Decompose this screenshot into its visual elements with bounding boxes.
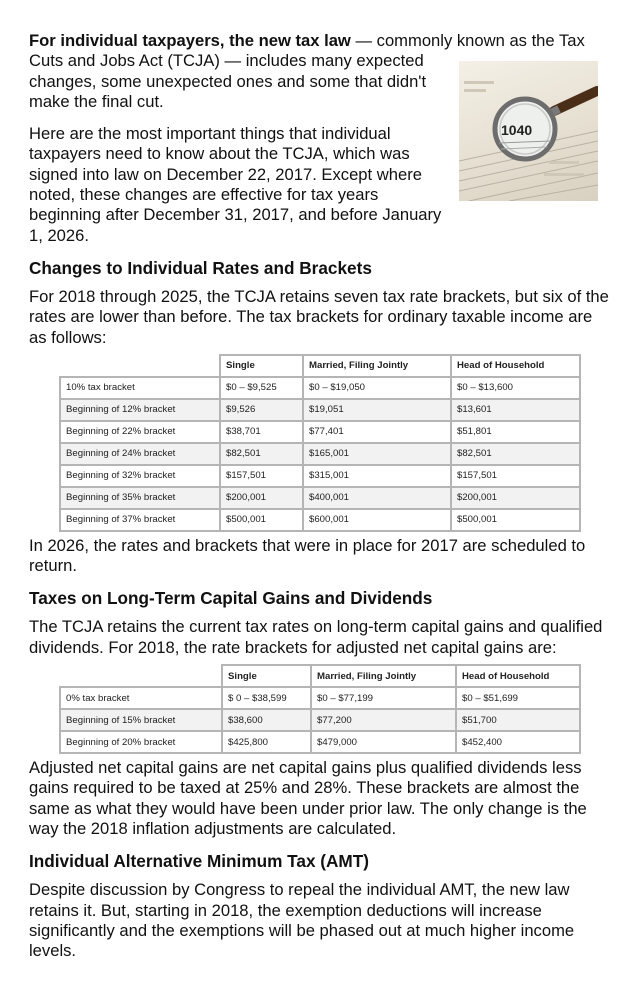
table-cell: Beginning of 12% bracket — [60, 399, 220, 421]
table-row — [60, 465, 580, 487]
table-header-cell: Head of Household — [451, 355, 580, 377]
form-number-text: 1040 — [501, 122, 533, 138]
table-cell: $38,701 — [220, 421, 303, 443]
table-header-cell: Head of Household — [456, 665, 580, 687]
table-cell: $452,400 — [456, 731, 580, 753]
intro-section — [29, 31, 609, 246]
table-cell: Beginning of 15% bracket — [60, 709, 222, 731]
amt-paragraph-1: Despite discussion by Congress to repeal the individual AMT, the new law retains it. But, starting in 2018, the exemption deductions will increase significantly and the exemptions will be phased out at much higher income levels. — [29, 880, 575, 961]
table-header-cell: Married, Filing Jointly — [303, 355, 451, 377]
rates-paragraph-1: For 2018 through 2025, the TCJA retains seven tax rate brackets, but six of the rates are lower than before. The tax brackets for ordinary taxable income are as follows: — [29, 286, 609, 347]
table-cell: $157,501 — [451, 465, 580, 487]
intro-paragraph-2: Here are the most important things that individual taxpayers need to know about the TCJA, which was signed into law on December 22, 2017. Except where noted, these changes are effective for tax years beginning after December 31, 2017, and before January 1, 2026. — [29, 124, 442, 245]
table-cell: $157,501 — [220, 465, 303, 487]
table-cell: Beginning of 24% bracket — [60, 443, 220, 465]
table-cell: 10% tax bracket — [60, 377, 220, 399]
table-row — [60, 687, 580, 709]
table-cell: $200,001 — [220, 487, 303, 509]
magnifier-icon — [459, 61, 598, 201]
table-row — [60, 443, 580, 465]
table-cell: Beginning of 22% bracket — [60, 421, 220, 443]
intro-rest: Cuts and Jobs Act (TCJA) — includes many expected changes, some unexpected ones and some that didn't make the final cut. — [29, 51, 427, 111]
table-cell: $400,001 — [303, 487, 451, 509]
table-cell: $0 – $9,525 — [220, 377, 303, 399]
intro-line1-rest: — commonly known as the Tax — [350, 31, 585, 50]
table-row — [60, 709, 580, 731]
table-row — [60, 421, 580, 443]
table-header-row — [60, 665, 580, 687]
table-cell: $ 0 – $38,599 — [222, 687, 311, 709]
table-header-cell — [60, 355, 220, 377]
table-cell: $600,001 — [303, 509, 451, 531]
table-cell: $82,501 — [451, 443, 580, 465]
table-cell: $425,800 — [222, 731, 311, 753]
table-row — [60, 399, 580, 421]
table-header-cell: Married, Filing Jointly — [311, 665, 456, 687]
ordinary-income-bracket-table — [59, 354, 581, 532]
table-row — [60, 509, 580, 531]
table-cell: $0 – $77,199 — [311, 687, 456, 709]
table-cell: $315,001 — [303, 465, 451, 487]
capital-gains-paragraph-1: The TCJA retains the current tax rates on long-term capital gains and qualified dividends. For 2018, the rate brackets for adjusted net capital gains are: — [29, 617, 603, 657]
table-cell: $51,801 — [451, 421, 580, 443]
table-cell: $0 – $51,699 — [456, 687, 580, 709]
capital-gains-paragraph-2: Adjusted net capital gains are net capital gains plus qualified dividends less gains required to be taxed at 25% and 28%. These brackets are almost the same as what they would have been under prior law. The only change is the way the 2018 inflation adjustments are calculated. — [29, 758, 587, 838]
section-heading-rates: Changes to Individual Rates and Brackets — [29, 257, 372, 278]
table-cell: Beginning of 37% bracket — [60, 509, 220, 531]
table-cell: $200,001 — [451, 487, 580, 509]
capital-gains-bracket-table — [59, 664, 581, 754]
rates-paragraph-2: In 2026, the rates and brackets that were in place for 2017 are scheduled to return. — [29, 535, 586, 576]
table-header-cell — [60, 665, 222, 687]
article — [29, 31, 609, 961]
table-cell: $77,200 — [311, 709, 456, 731]
table-cell: Beginning of 32% bracket — [60, 465, 220, 487]
table-cell: $165,001 — [303, 443, 451, 465]
table-cell: $19,051 — [303, 399, 451, 421]
table-row — [60, 731, 580, 753]
table-cell: $0 – $13,600 — [451, 377, 580, 399]
table-cell: $38,600 — [222, 709, 311, 731]
table-cell: $77,401 — [303, 421, 451, 443]
table-cell: Beginning of 20% bracket — [60, 731, 222, 753]
table-cell: $0 – $19,050 — [303, 377, 451, 399]
table-cell: $500,001 — [451, 509, 580, 531]
table-header-row — [60, 355, 580, 377]
table-row — [60, 487, 580, 509]
table-header-cell: Single — [220, 355, 303, 377]
table-row — [60, 377, 580, 399]
intro-lead: For individual taxpayers, the new tax law — [29, 31, 351, 50]
table-cell: $51,700 — [456, 709, 580, 731]
table-cell: $500,001 — [220, 509, 303, 531]
table-cell: Beginning of 35% bracket — [60, 487, 220, 509]
table-cell: 0% tax bracket — [60, 687, 222, 709]
table-cell: $13,601 — [451, 399, 580, 421]
section-heading-capital-gains: Taxes on Long-Term Capital Gains and Dividends — [29, 588, 433, 609]
table-header-cell: Single — [222, 665, 311, 687]
table-cell: $479,000 — [311, 731, 456, 753]
magnifying-glass-tax-form-image — [459, 61, 598, 201]
table-cell: $82,501 — [220, 443, 303, 465]
section-heading-amt: Individual Alternative Minimum Tax (AMT) — [29, 851, 369, 872]
table-cell: $9,526 — [220, 399, 303, 421]
